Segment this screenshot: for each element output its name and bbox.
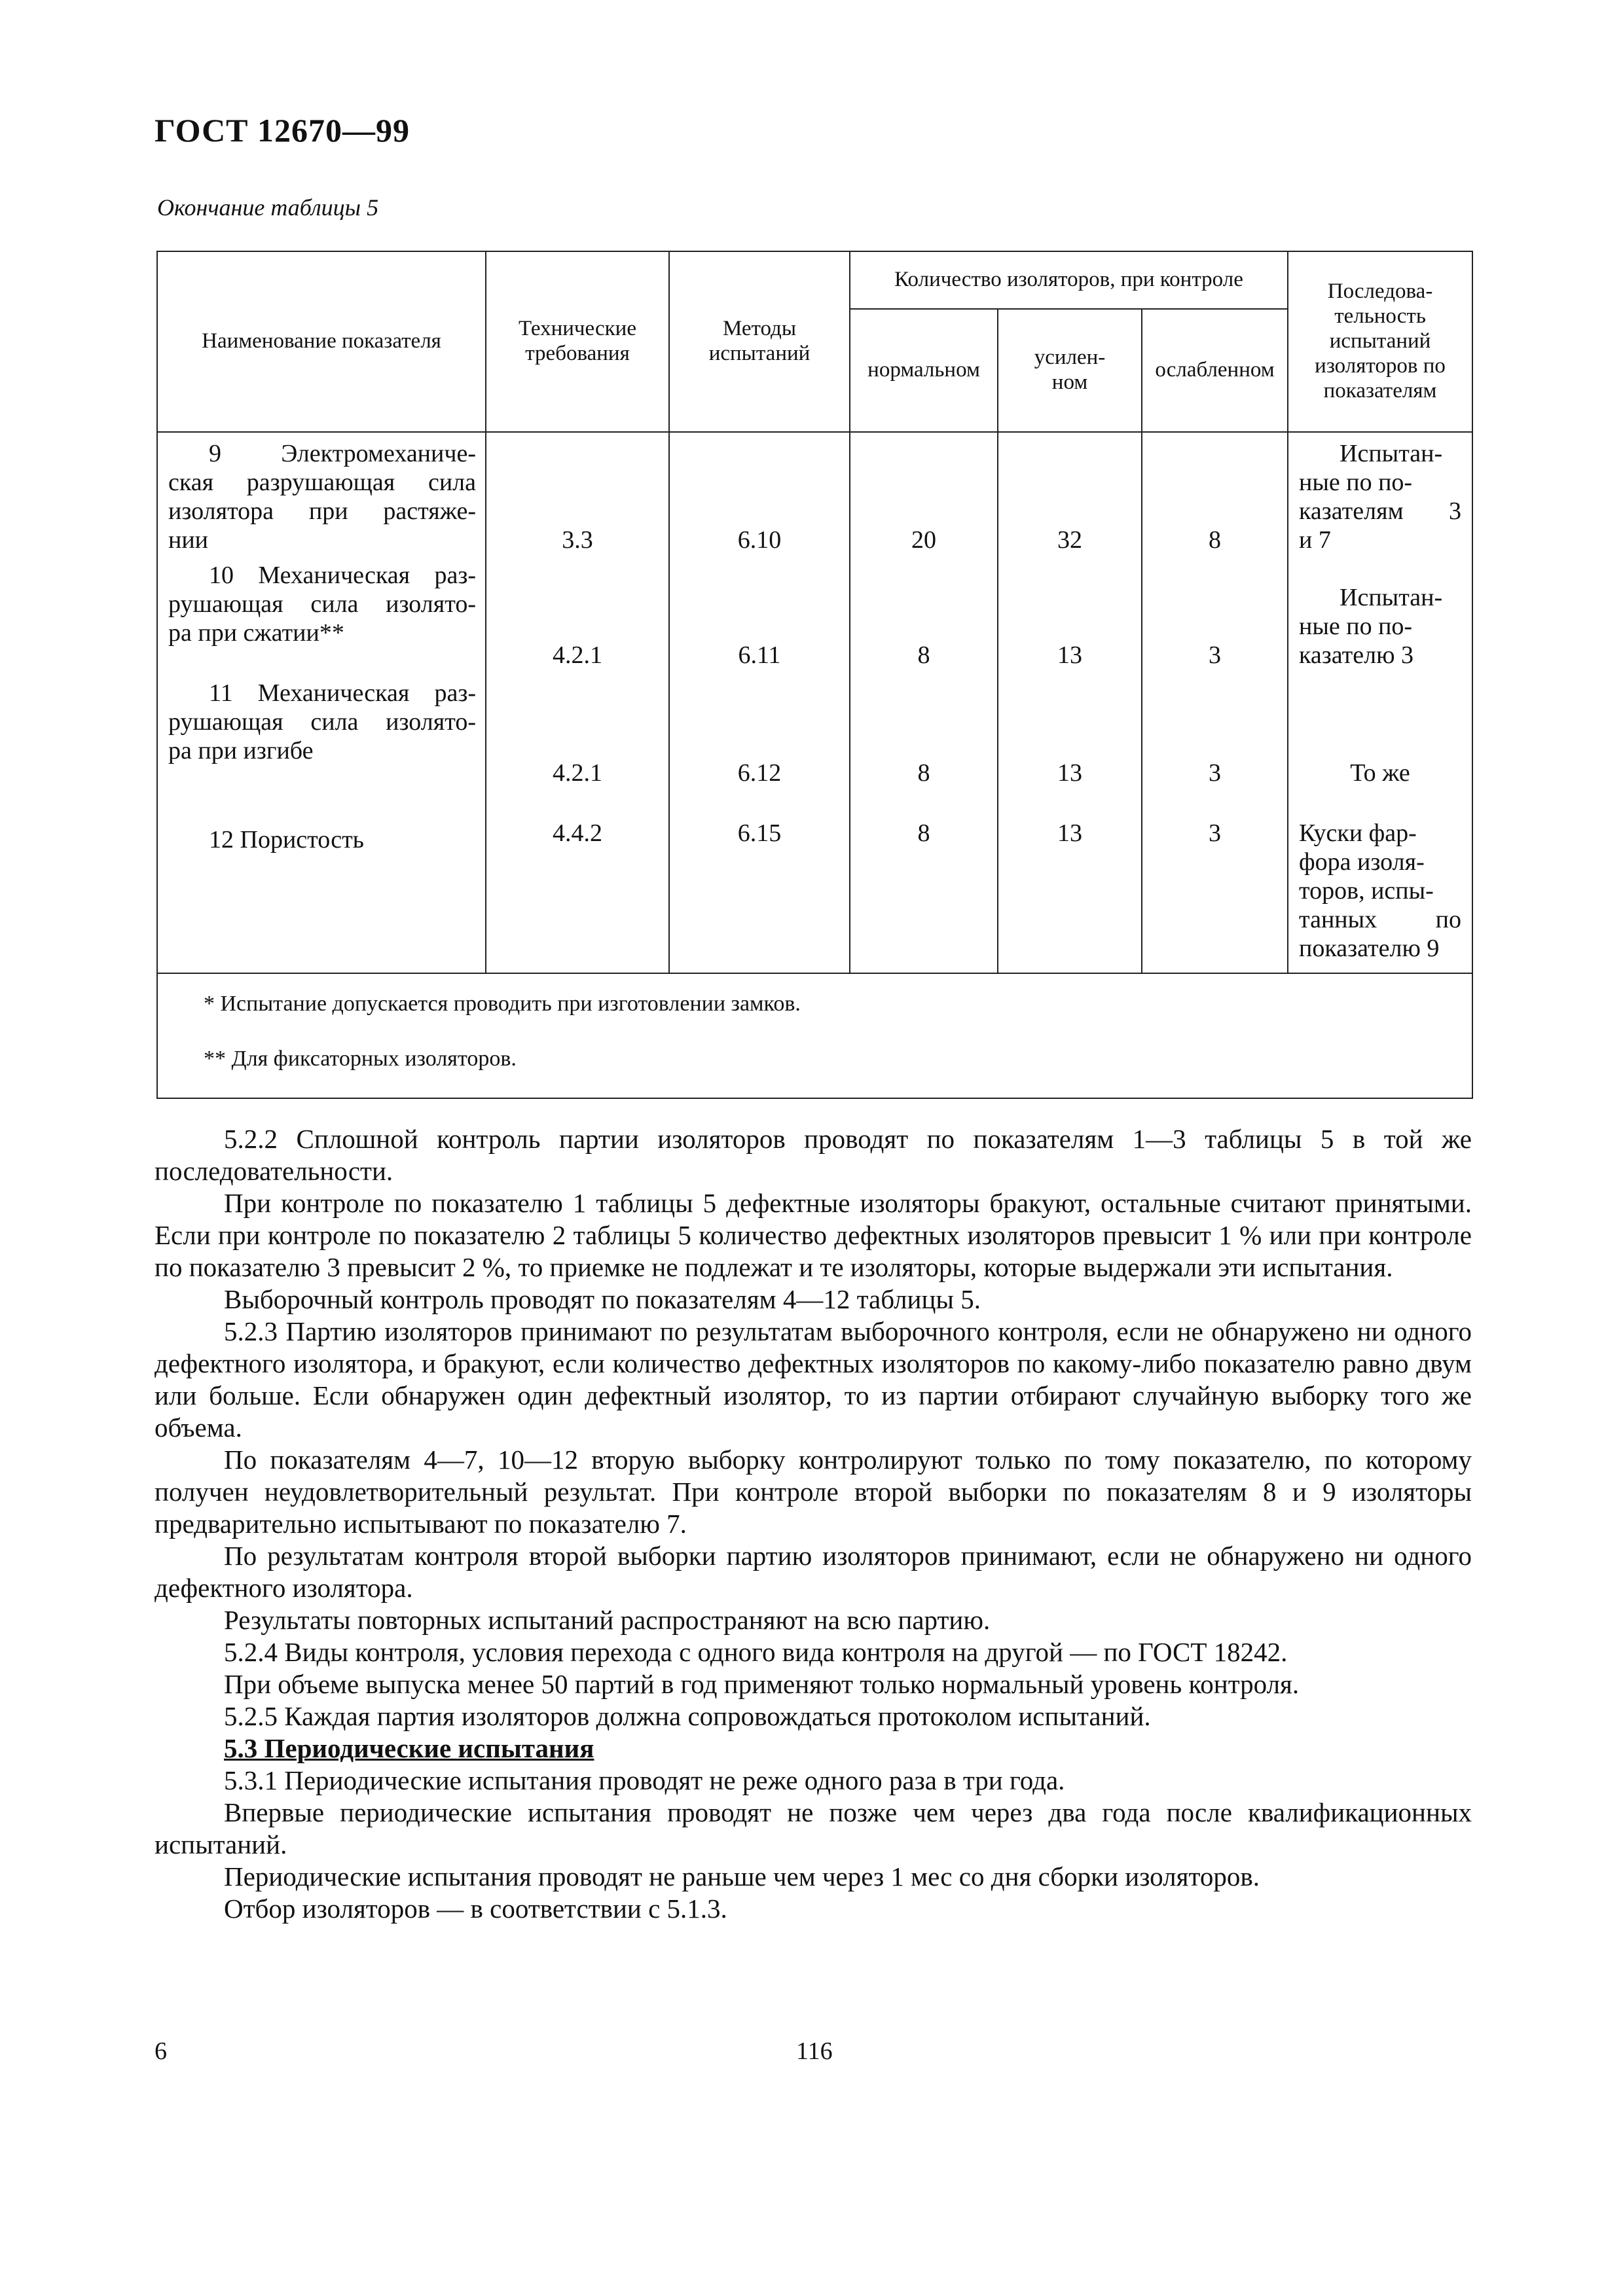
- header-count-group: Количество изоляторов, при контроле: [850, 251, 1288, 309]
- row-10-weakened: 3: [1209, 641, 1222, 670]
- row-10-seq-l3: казателю 3: [1299, 641, 1414, 670]
- row-11-method: 6.12: [737, 759, 782, 787]
- body-text: [155, 1123, 1472, 1925]
- para-accept: По результатам контроля второй выборки партию изоляторов принимают, если не обнаружено ни одного дефектного изолятора.: [155, 1541, 1472, 1603]
- para-item1: При контроле по показателю 1 таблицы 5 дефектные изоляторы бракуют, остальные считают принятыми. Если при контроле по показателю 2 таблицы 5 количество дефектных изоляторов превысит 1 % или при контроле по показателю 3 превысит 2 %, то приемке не подлежат и те изоляторы, которые выдержали эти испытания.: [155, 1188, 1472, 1282]
- row-12-seq-l1: Куски фар-: [1299, 819, 1417, 848]
- para-second-sample: По показателям 4—7, 10—12 вторую выборку контролируют только по тому показателю, по которому получен неудовлетворительный результат. При контроле второй выборки по показателям 8 и 9 изоляторы предварительно испытывают по показателю 7.: [155, 1444, 1472, 1539]
- para-selection: Отбор изоляторов — в соответствии с 5.1.3.: [224, 1893, 727, 1924]
- header-normal: нормальном: [850, 309, 998, 433]
- para-5-2-3: 5.2.3 Партию изоляторов принимают по результатам выборочного контроля, если не обнаружено ни одного дефектного изолятора, и бракуют, если количество дефектных изоляторов по какому-либо показателю равно двум или больше. Если обнаружен один дефектный изолятор, то из партии отбирают случайную выборку того же объема.: [155, 1316, 1472, 1443]
- page-number-center: 116: [796, 2037, 833, 2065]
- note-1: * Испытание допускается проводить при изготовлении замков.: [204, 992, 801, 1016]
- row-9-name-l4: нии: [168, 526, 209, 554]
- col-weakened-cell: [1142, 432, 1288, 973]
- table-notes: [157, 973, 1472, 1098]
- row-10-seq-l2: ные по по-: [1299, 613, 1413, 641]
- row-12-method: 6.15: [737, 819, 782, 848]
- row-10-name-l2: рушающая сила изолято-: [168, 590, 476, 619]
- row-9-reinforced: 32: [1057, 526, 1082, 554]
- row-11-normal: 8: [917, 759, 930, 787]
- col-tech-cell: [486, 432, 669, 973]
- row-9-seq-l4: и 7: [1299, 526, 1331, 554]
- row-9-normal: 20: [911, 526, 936, 554]
- header-weakened: ослабленном: [1142, 309, 1288, 433]
- para-5-2-4: 5.2.4 Виды контроля, условия перехода с одного вида контроля на другой — по ГОСТ 18242.: [224, 1637, 1288, 1667]
- header-reinforced: усилен- ном: [998, 309, 1142, 433]
- row-9-weakened: 8: [1209, 526, 1222, 554]
- document-code: ГОСТ 12670—99: [155, 112, 410, 149]
- row-10-name-l1: 10 Механическая раз-: [209, 562, 476, 590]
- col-name-cell: [157, 432, 486, 973]
- row-11-reinforced: 13: [1057, 759, 1082, 787]
- para-repeat: Результаты повторных испытаний распространяют на всю партию.: [224, 1605, 991, 1635]
- row-10-name-l3: ра при сжатии**: [168, 619, 344, 647]
- para-5-2-5: 5.2.5 Каждая партия изоляторов должна сопровождаться протоколом испытаний.: [224, 1701, 1151, 1731]
- row-11-name-l3: ра при изгибе: [168, 737, 314, 765]
- col-reinforced-cell: [998, 432, 1142, 973]
- row-11-tech: 4.2.1: [553, 759, 602, 787]
- row-10-method: 6.11: [738, 641, 781, 670]
- row-10-normal: 8: [917, 641, 930, 670]
- page-number-left: 6: [155, 2037, 167, 2065]
- row-9-method: 6.10: [737, 526, 782, 554]
- row-12-seq-l4: танных по: [1299, 906, 1462, 934]
- header-test-methods: Методы испытаний: [669, 251, 850, 432]
- table-5: [156, 251, 1472, 1099]
- row-9-name-l1: 9 Электромеханиче-: [209, 440, 476, 468]
- row-10-tech: 4.2.1: [553, 641, 602, 670]
- col-method-cell: [669, 432, 850, 973]
- col-sequence-cell: [1288, 432, 1472, 973]
- row-12-name-l1: 12 Пористость: [209, 826, 364, 854]
- row-9-tech: 3.3: [562, 526, 593, 554]
- row-10-reinforced: 13: [1057, 641, 1082, 670]
- para-5-3-1: 5.3.1 Периодические испытания проводят не реже одного раза в три года.: [224, 1765, 1065, 1795]
- row-9-name-l2: ская разрушающая сила: [168, 469, 476, 497]
- para-5-2-2: 5.2.2 Сплошной контроль партии изоляторов проводят по показателям 1—3 таблицы 5 в той же последовательности.: [155, 1124, 1472, 1186]
- table-caption: Окончание таблицы 5: [157, 194, 379, 221]
- row-9-seq-l2: ные по по-: [1299, 469, 1413, 497]
- row-12-seq-l2: фора изоля-: [1299, 848, 1425, 876]
- row-12-weakened: 3: [1209, 819, 1222, 848]
- row-12-reinforced: 13: [1057, 819, 1082, 848]
- note-2: ** Для фиксаторных изоляторов.: [204, 1047, 517, 1071]
- header-sequence: Последова-тельность испытаний изоляторов по показателям: [1288, 251, 1472, 432]
- header-name: Наименование показателя: [157, 251, 486, 432]
- col-normal-cell: [850, 432, 998, 973]
- row-11-name-l1: 11 Механическая раз-: [209, 679, 476, 708]
- header-tech-requirements: Технические требования: [486, 251, 669, 432]
- row-11-weakened: 3: [1209, 759, 1222, 787]
- row-12-seq-l5: показателю 9: [1299, 935, 1440, 963]
- para-first-periodic: Впервые периодические испытания проводят не позже чем через два года после квалификационных испытаний.: [155, 1797, 1472, 1859]
- row-9-name-l3: изолятора при растяже-: [168, 497, 476, 526]
- row-12-normal: 8: [917, 819, 930, 848]
- row-12-seq-l3: торов, испы-: [1299, 877, 1434, 905]
- row-10-seq-l1: Испытан-: [1340, 584, 1443, 612]
- row-9-seq-l3: казателям 3: [1299, 497, 1462, 526]
- para-periodic-timing: Периодические испытания проводят не раньше чем через 1 мес со дня сборки изоляторов.: [224, 1861, 1260, 1892]
- row-11-name-l2: рушающая сила изолято-: [168, 708, 476, 736]
- row-9-seq-l1: Испытан-: [1340, 440, 1443, 468]
- row-11-seq: То же: [1350, 759, 1410, 787]
- section-heading-5-3: 5.3 Периодические испытания: [224, 1733, 594, 1763]
- row-12-tech: 4.4.2: [553, 819, 602, 848]
- para-sample: Выборочный контроль проводят по показателям 4—12 таблицы 5.: [224, 1284, 981, 1314]
- para-volume: При объеме выпуска менее 50 партий в год применяют только нормальный уровень контроля.: [224, 1669, 1300, 1699]
